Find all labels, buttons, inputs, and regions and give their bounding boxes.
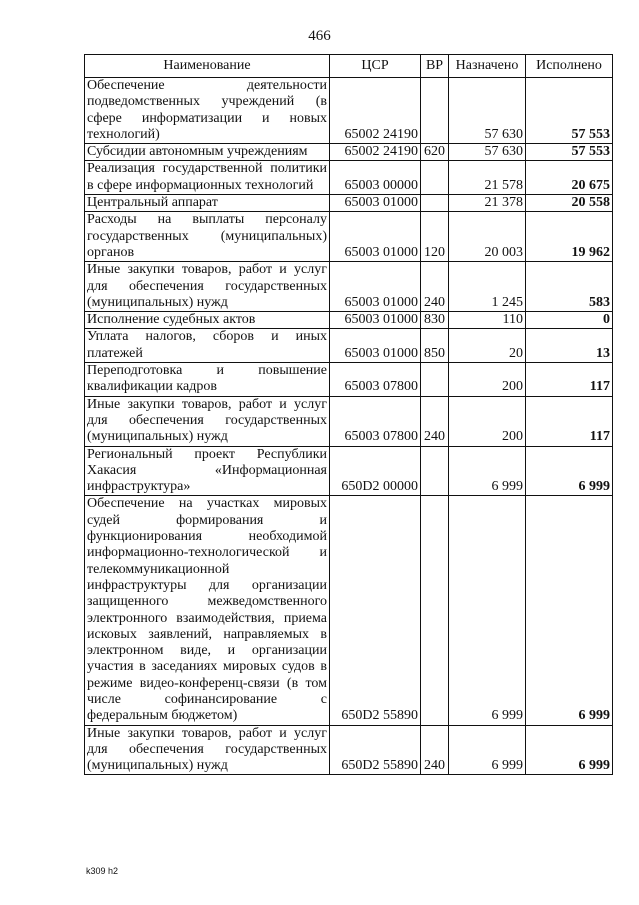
cell-csr: 65003 01000: [330, 329, 421, 363]
table-row: [85, 446, 613, 496]
cell-vr: 850: [421, 329, 449, 363]
cell-executed: 117: [526, 396, 613, 446]
cell-assigned: 57 630: [449, 144, 526, 161]
cell-vr: [421, 195, 449, 212]
table-row: [85, 195, 613, 212]
cell-vr: [421, 161, 449, 195]
header-executed: Исполнено: [526, 55, 613, 78]
cell-vr: 620: [421, 144, 449, 161]
table-row: [85, 312, 613, 329]
cell-executed: 6 999: [526, 725, 613, 775]
cell-executed: 117: [526, 363, 613, 397]
table-row: [85, 262, 613, 312]
table-row: [85, 363, 613, 397]
header-csr: ЦСР: [330, 55, 421, 78]
cell-assigned: 200: [449, 396, 526, 446]
cell-name: Обеспечение деятельности подведомственных учреждений (в сфере информатизации и новых технологий): [85, 78, 330, 144]
cell-assigned: 21 578: [449, 161, 526, 195]
cell-executed: 6 999: [526, 496, 613, 725]
cell-csr: 65003 01000: [330, 195, 421, 212]
cell-csr: 65003 01000: [330, 212, 421, 262]
cell-csr: 650D2 55890: [330, 725, 421, 775]
cell-vr: [421, 363, 449, 397]
cell-assigned: 6 999: [449, 725, 526, 775]
cell-name: Иные закупки товаров, работ и услуг для обеспечения государственных (муниципальных) нужд: [85, 725, 330, 775]
cell-executed: 0: [526, 312, 613, 329]
cell-name: Региональный проект Республики Хакасия «Информационная инфраструктура»: [85, 446, 330, 496]
cell-name: Иные закупки товаров, работ и услуг для обеспечения государственных (муниципальных) нужд: [85, 396, 330, 446]
cell-name: Исполнение судебных актов: [85, 312, 330, 329]
table-row: [85, 329, 613, 363]
cell-executed: 20 675: [526, 161, 613, 195]
cell-csr: 65002 24190: [330, 144, 421, 161]
table-row: [85, 144, 613, 161]
cell-assigned: 6 999: [449, 446, 526, 496]
cell-vr: [421, 496, 449, 725]
cell-name: Реализация государственной политики в сфере информационных технологий: [85, 161, 330, 195]
cell-executed: 20 558: [526, 195, 613, 212]
budget-table: [84, 54, 613, 775]
cell-vr: 830: [421, 312, 449, 329]
cell-assigned: 110: [449, 312, 526, 329]
cell-name: Иные закупки товаров, работ и услуг для обеспечения государственных (муниципальных) нужд: [85, 262, 330, 312]
cell-vr: 120: [421, 212, 449, 262]
cell-assigned: 6 999: [449, 496, 526, 725]
cell-csr: 65002 24190: [330, 78, 421, 144]
header-vr: ВР: [421, 55, 449, 78]
cell-name: Центральный аппарат: [85, 195, 330, 212]
cell-executed: 19 962: [526, 212, 613, 262]
cell-vr: 240: [421, 262, 449, 312]
cell-assigned: 200: [449, 363, 526, 397]
cell-name: Расходы на выплаты персоналу государственных (муниципальных) органов: [85, 212, 330, 262]
cell-csr: 65003 01000: [330, 312, 421, 329]
header-assigned: Назначено: [449, 55, 526, 78]
cell-vr: [421, 78, 449, 144]
table-row: [85, 725, 613, 775]
cell-assigned: 1 245: [449, 262, 526, 312]
cell-assigned: 20: [449, 329, 526, 363]
cell-csr: 65003 01000: [330, 262, 421, 312]
table-row: [85, 78, 613, 144]
cell-csr: 650D2 00000: [330, 446, 421, 496]
cell-csr: 650D2 55890: [330, 496, 421, 725]
cell-csr: 65003 07800: [330, 396, 421, 446]
page-number: 466: [308, 28, 331, 44]
cell-csr: 65003 00000: [330, 161, 421, 195]
footer-code: k309 h2: [86, 866, 119, 876]
cell-executed: 57 553: [526, 78, 613, 144]
table-header-row: [85, 55, 613, 78]
cell-executed: 57 553: [526, 144, 613, 161]
cell-executed: 13: [526, 329, 613, 363]
cell-name: Обеспечение на участках мировых судей формирования и функционирования необходимой информационно-технологической и телекоммуникационной инфраструктуры для организации защищенного межведомственного электронного взаимодействия, приема исковых заявлений, направляемых в электронном виде, и организации участия в заседаниях мировых судов в режиме видео-конференц-связи (в том числе софинансирование с федеральным бюджетом): [85, 496, 330, 725]
table-row: [85, 212, 613, 262]
cell-name: Переподготовка и повышение квалификации кадров: [85, 363, 330, 397]
table-row: [85, 496, 613, 725]
cell-executed: 583: [526, 262, 613, 312]
cell-vr: 240: [421, 725, 449, 775]
cell-name: Уплата налогов, сборов и иных платежей: [85, 329, 330, 363]
cell-executed: 6 999: [526, 446, 613, 496]
cell-assigned: 21 378: [449, 195, 526, 212]
table-body: [85, 78, 613, 775]
table-row: [85, 396, 613, 446]
header-name: Наименование: [85, 55, 330, 78]
cell-assigned: 20 003: [449, 212, 526, 262]
table-row: [85, 161, 613, 195]
cell-assigned: 57 630: [449, 78, 526, 144]
cell-csr: 65003 07800: [330, 363, 421, 397]
cell-vr: [421, 446, 449, 496]
cell-name: Субсидии автономным учреждениям: [85, 144, 330, 161]
cell-vr: 240: [421, 396, 449, 446]
